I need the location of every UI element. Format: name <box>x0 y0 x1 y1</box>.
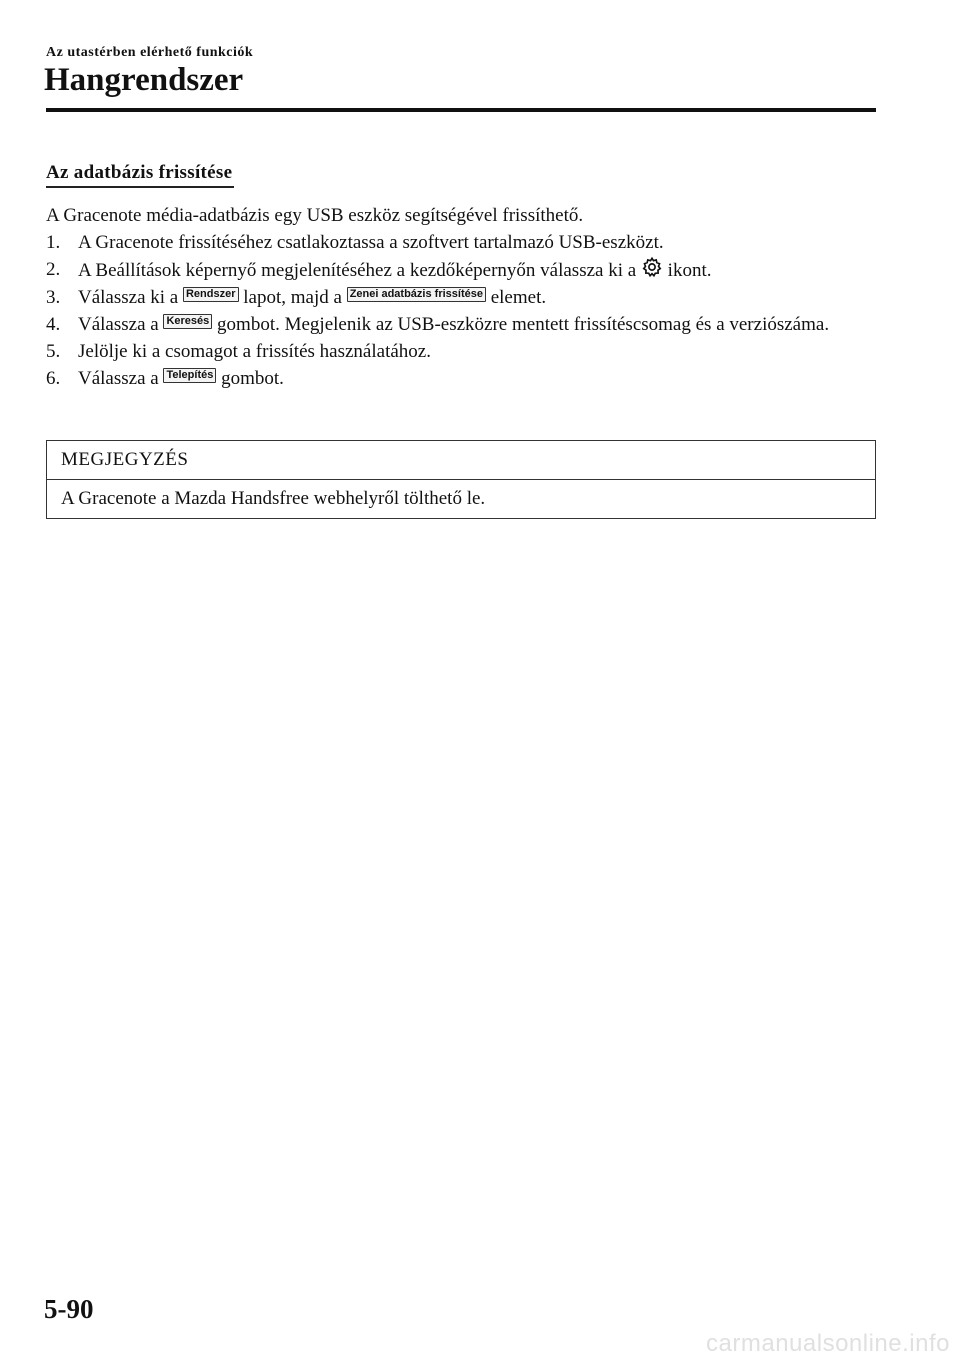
step-6 <box>46 365 876 392</box>
search-button: Keresés <box>163 314 212 329</box>
step-3 <box>46 284 876 311</box>
intro-paragraph: A Gracenote média-adatbázis egy USB eszköz segítségével frissíthető. <box>46 205 584 226</box>
note-heading: MEGJEGYZÉS <box>47 441 875 480</box>
step-number: 1. <box>46 232 61 253</box>
breadcrumb: Az utastérben elérhető funkciók <box>46 45 254 60</box>
step-text: Jelölje ki a csomagot a frissítés használatához. <box>78 341 431 362</box>
step-4 <box>46 311 876 338</box>
note-box <box>46 440 876 519</box>
step-number: 6. <box>46 368 61 389</box>
step-number: 4. <box>46 314 61 335</box>
step-text: elemet. <box>490 287 547 308</box>
step-text: gombot. <box>221 368 284 389</box>
page-title: Hangrendszer <box>44 62 244 98</box>
step-1 <box>46 229 876 256</box>
note-body: A Gracenote a Mazda Handsfree webhelyről tölthető le. <box>61 488 486 509</box>
page-number: 5-90 <box>44 1294 94 1324</box>
step-number: 2. <box>46 259 61 280</box>
step-text: ikont. <box>667 260 712 281</box>
title-rule <box>46 108 876 112</box>
step-text: Válassza a <box>78 368 159 389</box>
music-db-update-button: Zenei adatbázis frissítése <box>347 287 486 302</box>
step-text: gombot. Megjelenik az USB-eszközre mentett frissítéscsomag és a verziószáma. <box>217 314 830 335</box>
watermark: carmanualsonline.info <box>706 1330 950 1357</box>
step-number: 5. <box>46 341 61 362</box>
step-2 <box>46 256 876 284</box>
step-text: A Beállítások képernyő megjelenítéséhez a kezdőképernyőn válassza ki a <box>78 260 637 281</box>
install-button: Telepítés <box>163 368 216 383</box>
rendszer-tab-button: Rendszer <box>183 287 239 302</box>
step-text: Válassza a <box>78 314 159 335</box>
step-text: lapot, majd a <box>243 287 342 308</box>
steps-list <box>46 229 876 392</box>
settings-gear-icon <box>641 256 663 278</box>
step-5 <box>46 338 876 365</box>
section-heading: Az adatbázis frissítése <box>46 162 234 188</box>
step-text: Válassza ki a <box>78 287 179 308</box>
content <box>46 202 876 392</box>
step-number: 3. <box>46 287 61 308</box>
step-text: A Gracenote frissítéséhez csatlakoztassa a szoftvert tartalmazó USB-eszközt. <box>78 232 664 253</box>
